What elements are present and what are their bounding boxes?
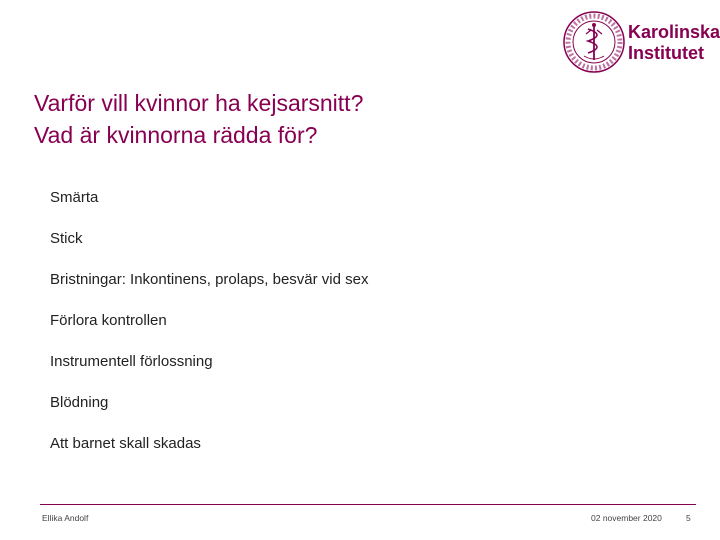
footer-divider <box>40 504 696 505</box>
footer-author: Ellika Andolf <box>42 513 89 523</box>
list-item: Smärta <box>50 189 99 206</box>
slide-title <box>34 87 554 151</box>
list-item: Stick <box>50 230 83 247</box>
slide-title-line1: Varför vill kvinnor ha kejsarsnitt? <box>34 90 364 117</box>
karolinska-logo <box>562 10 720 76</box>
list-item: Bristningar: Inkontinens, prolaps, besvär vid sex <box>50 271 369 288</box>
karolinska-wordmark <box>628 22 720 64</box>
list-item: Förlora kontrollen <box>50 312 167 329</box>
bullet-list <box>50 188 369 475</box>
page-number: 5 <box>686 513 691 523</box>
list-item: Instrumentell förlossning <box>50 353 213 370</box>
slide-title-line2: Vad är kvinnorna rädda för? <box>34 122 318 149</box>
logo-name-line1: Karolinska <box>628 22 720 42</box>
logo-name-line2: Institutet <box>628 43 704 63</box>
list-item: Att barnet skall skadas <box>50 435 201 452</box>
karolinska-seal-icon <box>562 10 626 74</box>
list-item: Blödning <box>50 394 109 411</box>
footer-date: 02 november 2020 <box>591 513 662 523</box>
